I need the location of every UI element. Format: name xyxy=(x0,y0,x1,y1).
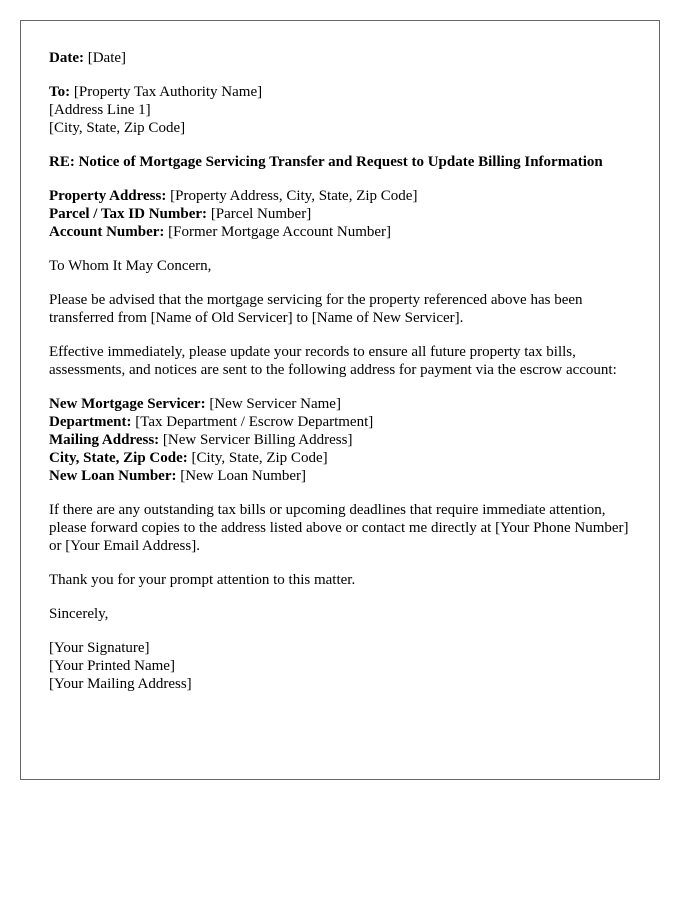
date-value: [Date] xyxy=(83,50,127,66)
servicer-name-value: [New Servicer Name] xyxy=(205,396,341,412)
servicer-city-label: City, State, Zip Code: xyxy=(49,450,188,466)
property-address-label: Property Address: xyxy=(49,188,167,204)
body-paragraph-4: Thank you for your prompt attention to this matter. xyxy=(49,572,356,588)
recipient-block xyxy=(49,83,631,137)
recipient-name: [Property Tax Authority Name] xyxy=(70,84,263,100)
recipient-name-line xyxy=(49,83,631,101)
closing: Sincerely, xyxy=(49,606,109,622)
recipient-city-line: [City, State, Zip Code] xyxy=(49,120,186,136)
body-paragraph-2: Effective immediately, please update your records to ensure all future property tax bills, assessments, and notices are sent to the following address for payment via the escrow account: xyxy=(49,344,617,378)
loan-number-line xyxy=(49,467,631,485)
subject-line: RE: Notice of Mortgage Servicing Transfer and Request to Update Billing Information xyxy=(49,154,603,170)
to-label: To: xyxy=(49,84,71,100)
loan-number-label: New Loan Number: xyxy=(49,468,177,484)
body-paragraph-3: If there are any outstanding tax bills or upcoming deadlines that require immediate attention, please forward copies to the address listed above or contact me directly at [Your Phone Number] or [Your Email Address]. xyxy=(49,502,629,554)
printed-name-line: [Your Printed Name] xyxy=(49,658,175,674)
account-label: Account Number: xyxy=(49,224,165,240)
mailing-address-line xyxy=(49,431,631,449)
signature-block xyxy=(49,639,631,693)
property-block xyxy=(49,187,631,241)
mailing-address-label: Mailing Address: xyxy=(49,432,160,448)
servicer-name-label: New Mortgage Servicer: xyxy=(49,396,206,412)
servicer-city-line xyxy=(49,449,631,467)
body-paragraph-1: Please be advised that the mortgage servicing for the property referenced above has been transferred from [Name of Old Servicer] to [Name of New Servicer]. xyxy=(49,292,583,326)
property-address-line xyxy=(49,187,631,205)
date-line xyxy=(49,49,631,67)
letter-page xyxy=(20,20,660,780)
date-label: Date: xyxy=(49,50,84,66)
servicer-city-value: [City, State, Zip Code] xyxy=(187,450,328,466)
sender-mailing-line: [Your Mailing Address] xyxy=(49,676,192,692)
parcel-line xyxy=(49,205,631,223)
servicer-name-line xyxy=(49,395,631,413)
salutation: To Whom It May Concern, xyxy=(49,258,212,274)
department-label: Department: xyxy=(49,414,132,430)
property-address-value: [Property Address, City, State, Zip Code] xyxy=(166,188,418,204)
department-line xyxy=(49,413,631,431)
account-value: [Former Mortgage Account Number] xyxy=(164,224,392,240)
parcel-value: [Parcel Number] xyxy=(207,206,312,222)
signature-line: [Your Signature] xyxy=(49,640,150,656)
parcel-label: Parcel / Tax ID Number: xyxy=(49,206,208,222)
loan-number-value: [New Loan Number] xyxy=(176,468,307,484)
mailing-address-value: [New Servicer Billing Address] xyxy=(159,432,353,448)
recipient-address-line: [Address Line 1] xyxy=(49,102,151,118)
account-line xyxy=(49,223,631,241)
servicer-block xyxy=(49,395,631,485)
department-value: [Tax Department / Escrow Department] xyxy=(131,414,374,430)
